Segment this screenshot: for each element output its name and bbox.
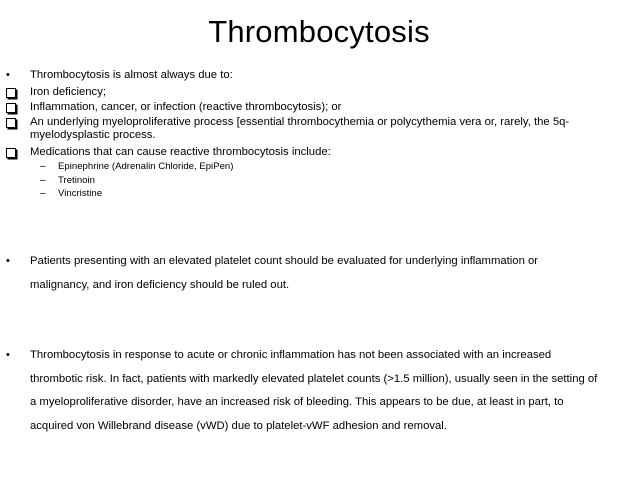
cause-text: Iron deficiency; xyxy=(30,86,106,98)
paragraph-text: Thrombocytosis in response to acute or chronic inflammation has not been associated with an increased thrombotic risk. In fact, patients with markedly elevated platelet counts (>1.5 million), usually seen in the setting of a myeloproliferative disorder, have an increased risk of bleeding. This appears to be due, at least in part, to acquired von Willebrand disease (vWD) due to platelet-vWF adhesion and removal. xyxy=(30,349,598,432)
cause-text: An underlying myeloproliferative process [essential thrombocythemia or polycythemia vera or, rarely, the 5q-myelodysplastic process. xyxy=(30,116,570,141)
dash-marker: – xyxy=(40,188,46,199)
bullet-marker: • xyxy=(6,69,10,81)
cause-text: Inflammation, cancer, or infection (reactive thrombocytosis); or xyxy=(30,101,342,113)
dash-marker: – xyxy=(40,175,46,186)
medication-text: Vincristine xyxy=(58,188,103,199)
medications-intro-text: Medications that can cause reactive thrombocytosis include: xyxy=(30,146,331,158)
checkbox-bullet-icon xyxy=(6,118,16,128)
paragraph-text: Patients presenting with an elevated platelet count should be evaluated for underlying inflammation or malignancy, and iron deficiency should be ruled out. xyxy=(30,255,539,291)
checkbox-bullet-icon xyxy=(6,88,16,98)
bullet-marker: • xyxy=(6,255,10,267)
checkbox-bullet-icon xyxy=(6,103,16,113)
medication-text: Epinephrine (Adrenalin Chloride, EpiPen) xyxy=(58,161,234,172)
dash-marker: – xyxy=(40,161,46,172)
slide-title: Thrombocytosis xyxy=(208,14,430,49)
intro-text: Thrombocytosis is almost always due to: xyxy=(30,69,233,81)
checkbox-bullet-icon xyxy=(6,148,16,158)
medication-text: Tretinoin xyxy=(58,175,95,186)
bullet-marker: • xyxy=(6,349,10,361)
